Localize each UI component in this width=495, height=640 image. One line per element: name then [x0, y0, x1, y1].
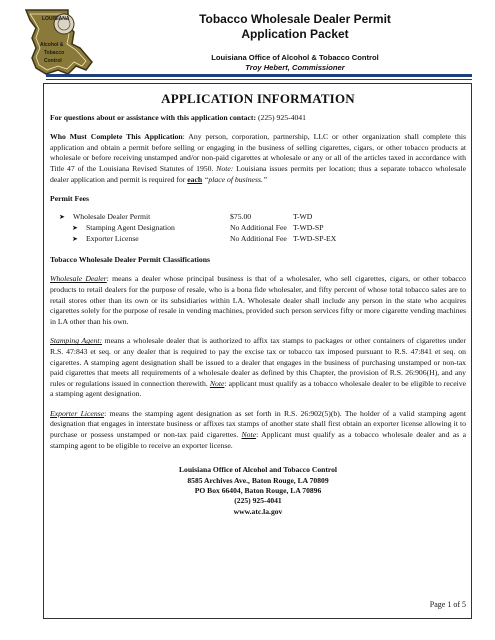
fee-code: T-WD-SP	[293, 222, 324, 232]
fee-amount: No Additional Fee	[230, 222, 287, 232]
wholesale-text: : means a dealer whose principal business is that of a wholesaler, who sell cigarettes, cigars, or other tobacco products to retail dealers for the purpose of resale, who is a bona fide wholesaler, and fifty percent of whose total tobacco sales are to retail stores other than its own or its subsidiaries within LA. Wholesale dealer shall include any person in the state who acquires cigarettes solely for the purpose of resale in vending machines, provided such person services fifty or more cigarette vending machines in LA other than his own.	[50, 274, 466, 326]
stamping-text: means a wholesale dealer that is authorized to affix tax stamps to packages or other containers of cigarettes under R.S. 47:843 et seq. or any dealer that is required to pay the excise tax or tobacco tax imposed pursuant to R.S. 47:841 et seq. on cigarettes. A stamping agent designation shall be issued to a dealer that engages in the business of purchasing unstamped or non-tax paid cigarettes that meets all requirements of a wholesale dealer as defined by this Chapter, the provision of R.S. 26:906(H), and any rules or regulations issued in connection therewith.	[50, 336, 466, 388]
who-note-each: each	[187, 174, 203, 184]
commissioner-name: Troy Hebert, Commissioner	[245, 63, 345, 72]
header-rule-thick	[46, 74, 472, 77]
exporter-text: : means the stamping agent designation as set forth in R.S. 26:902(5)(b). The holder of a valid stamping agent designation that engages in interstate business or affixes tax stamps of another state shall first obtain an exporter license allowing it to purchase or possess unstamped or non-tax paid cigarettes.	[50, 408, 467, 440]
contact-footer	[50, 465, 466, 517]
exporter-paragraph	[50, 409, 466, 451]
header-title-block	[130, 12, 460, 72]
main-content	[50, 90, 466, 517]
louisiana-atc-logo	[22, 4, 96, 82]
fee-amount: No Additional Fee	[230, 233, 287, 243]
stamping-note-text: : applicant must qualify as a tobacco wholesale dealer to be eligible to receive a stamping agent designation.	[50, 378, 466, 399]
section-title: APPLICATION INFORMATION	[161, 91, 355, 106]
who-note-label: Note:	[216, 163, 234, 173]
fees-list	[50, 212, 466, 245]
fee-code: T-WD-SP-EX	[293, 233, 337, 243]
footer-po-box: PO Box 66404, Baton Rouge, LA 70896	[194, 486, 322, 496]
arrow-bullet-icon: ➤	[59, 212, 65, 221]
contact-label: For questions about or assistance with this application contact:	[50, 112, 257, 122]
fee-amount: $75.00	[230, 211, 252, 221]
svg-text:LOUISIANA: LOUISIANA	[42, 16, 70, 22]
stamping-note-label: Note	[209, 378, 225, 388]
page-header	[0, 0, 495, 80]
packet-subtitle: Application Packet	[241, 27, 349, 41]
header-rule-thin	[46, 79, 472, 80]
exporter-note-text: : Applicant must qualify as a tobacco wholesale dealer and as a stamping agent to be eligible to receive an exporter license.	[50, 430, 466, 450]
wholesale-label: Wholesale Dealer	[50, 274, 107, 284]
organization-name: Louisiana Office of Alcohol & Tobacco Control	[211, 53, 379, 62]
fee-code: T-WD	[293, 211, 313, 221]
footer-website: www.atc.la.gov	[233, 506, 283, 516]
exporter-label: Exporter License	[50, 408, 105, 418]
svg-text:Alcohol &: Alcohol &	[40, 42, 64, 48]
contact-phone: (225) 925-4041	[257, 112, 306, 122]
who-label: Who Must Complete This Application	[50, 132, 183, 142]
svg-text:Control: Control	[44, 58, 62, 64]
fee-name: Stamping Agent Designation	[86, 222, 175, 232]
footer-street-address: 8585 Archives Ave., Baton Rouge, LA 70809	[187, 475, 329, 485]
fees-heading: Permit Fees	[50, 194, 90, 204]
footer-org: Louisiana Office of Alcohol and Tobacco Control	[178, 465, 338, 475]
who-text: : Any person, corporation, partnership, LLC or other organization shall complete this application and obtain a permit before selling or engaging in the business of selling cigarettes, cigars, or other tobacco products at wholesale or before receiving unstamped and/or non-paid cigarettes at wholesale or any or all of the articles taxed in accordance with Title 47 of the Louisiana Revised Statutes of 1950.	[50, 132, 466, 173]
classifications-heading: Tobacco Wholesale Dealer Permit Classifications	[50, 254, 210, 264]
who-paragraph	[50, 132, 466, 185]
stamping-paragraph	[50, 336, 466, 400]
fee-row	[50, 234, 466, 245]
wholesale-paragraph	[50, 274, 466, 327]
svg-text:Tobacco: Tobacco	[44, 50, 65, 56]
fee-row	[50, 212, 466, 223]
stamping-label: Stamping Agent:	[50, 336, 103, 346]
who-note-end: “place of business.”	[202, 174, 268, 184]
who-note-text: Louisiana issues permits per location; thus a separate tobacco wholesale dealer application and permit is required for	[50, 163, 466, 184]
exporter-note-label: Note	[241, 430, 257, 440]
fee-name: Exporter License	[86, 233, 139, 243]
fee-name: Wholesale Dealer Permit	[73, 211, 151, 221]
contact-line	[50, 113, 466, 124]
footer-phone: (225) 925-4041	[234, 496, 282, 506]
packet-title: Tobacco Wholesale Dealer Permit	[199, 12, 391, 26]
arrow-bullet-icon: ➤	[72, 234, 78, 243]
arrow-bullet-icon: ➤	[72, 223, 78, 232]
fee-row	[50, 223, 466, 234]
page-number: Page 1 of 5	[429, 600, 466, 609]
